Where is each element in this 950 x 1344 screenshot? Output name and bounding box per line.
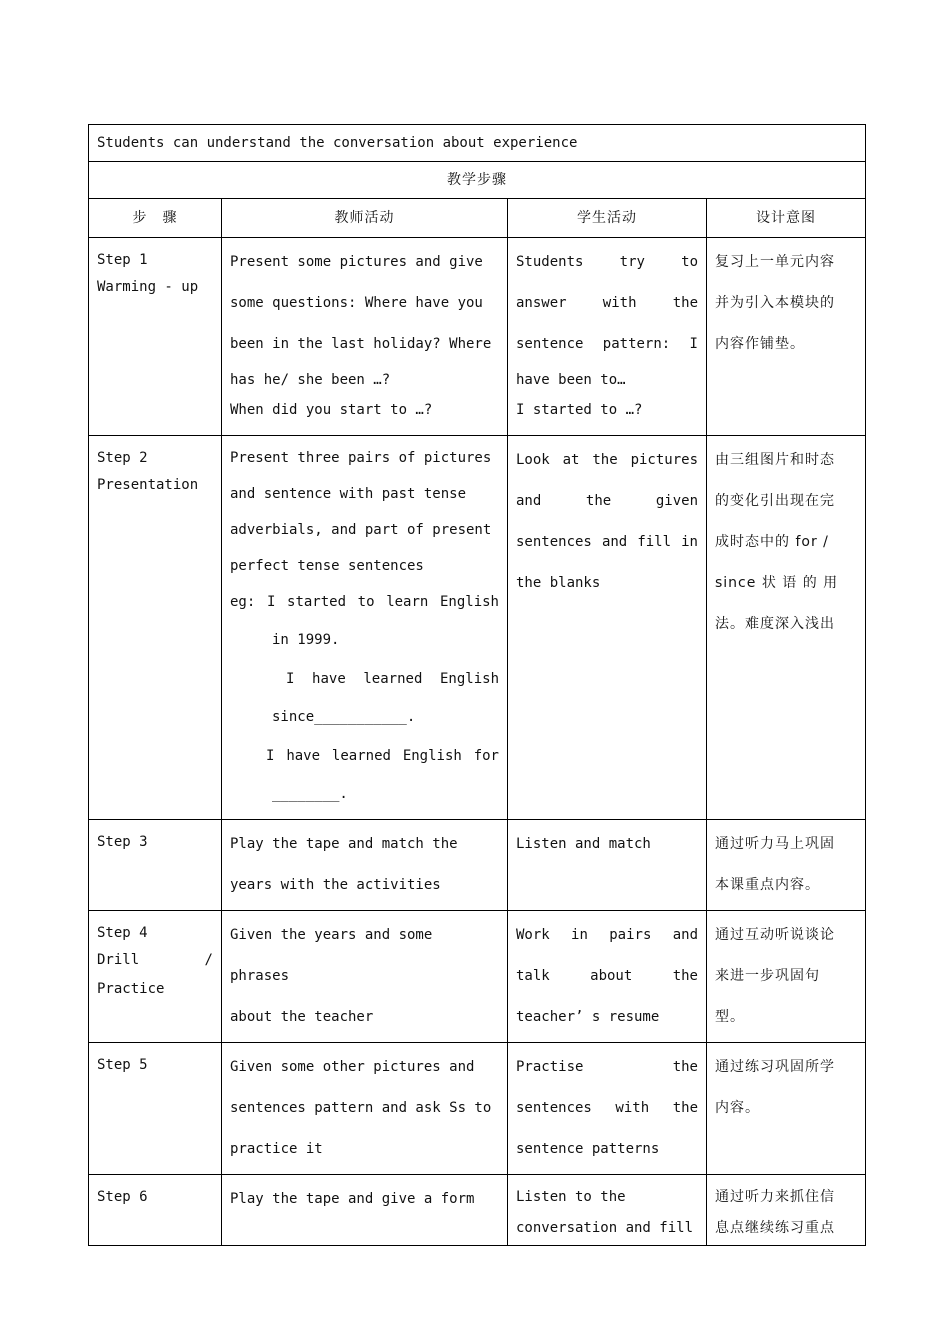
student-line: Students try to [516, 254, 698, 270]
student-line: and the given [516, 493, 698, 509]
table-row [89, 238, 866, 436]
header-row [89, 199, 866, 238]
section-title: 教学步骤 [89, 162, 866, 199]
teacher-line: When did you start to …? [230, 402, 433, 418]
student-line: talk about the [516, 968, 698, 984]
step-name: Practice [97, 981, 165, 997]
teacher-activity-cell [222, 1043, 508, 1175]
header-teacher-activity: 教师活动 [222, 199, 508, 238]
teacher-line: has he/ she been …? [230, 372, 391, 388]
table-row [89, 1175, 866, 1246]
student-activity-cell [508, 911, 707, 1043]
teacher-line: been in the last holiday? Where [230, 336, 492, 352]
teacher-activity-cell [222, 238, 508, 436]
student-activity-cell [508, 1043, 707, 1175]
header-step: 步 骤 [89, 199, 222, 238]
table-row [89, 436, 866, 820]
step-label: Step 5 [97, 1057, 148, 1073]
student-line: have been to… [516, 372, 626, 388]
objective-row [89, 125, 866, 162]
intent-line: 成时态中的 for / [715, 534, 829, 550]
student-activity-cell [508, 238, 707, 436]
teacher-line: Present three pairs of pictures [230, 450, 492, 466]
step-cell [89, 436, 222, 820]
student-line: Look at the pictures [516, 452, 698, 468]
section-title-row [89, 162, 866, 199]
intent-line: 通过互动听说谈论 [715, 927, 835, 943]
table-row [89, 911, 866, 1043]
lesson-plan-document [88, 124, 865, 1246]
step-name: Warming - up [97, 279, 199, 295]
student-line: Listen to the [516, 1189, 626, 1205]
step-cell [89, 1043, 222, 1175]
intent-line: 来进一步巩固句 [715, 968, 820, 984]
step-name: Presentation [97, 477, 199, 493]
step-label: Step 4 [97, 925, 148, 941]
header-design-intent: 设计意图 [707, 199, 866, 238]
intent-line: 通过练习巩固所学 [715, 1059, 835, 1075]
intent-line: 型。 [715, 1009, 745, 1025]
teacher-line: some questions: Where have you [230, 295, 483, 311]
table-row [89, 1043, 866, 1175]
intent-line: 通过听力来抓住信 [715, 1189, 835, 1205]
student-activity-cell [508, 820, 707, 911]
intent-line: 息点继续练习重点 [715, 1220, 835, 1236]
student-line: the blanks [516, 575, 601, 591]
objective-text: Students can understand the conversation about experience [89, 125, 866, 162]
intent-line: 本课重点内容。 [715, 877, 820, 893]
teacher-activity-cell [222, 436, 508, 820]
student-line: sentences and fill in [516, 534, 698, 550]
lesson-plan-table [88, 124, 866, 1246]
student-activity-cell [508, 1175, 707, 1246]
student-line: teacher’ s resume [516, 1009, 660, 1025]
teacher-line: Given the years and some phrases [230, 927, 433, 984]
teacher-activity-cell [222, 911, 508, 1043]
student-line: sentence patterns [516, 1141, 660, 1157]
intent-line: since 状 语 的 用 [715, 575, 839, 591]
design-intent-cell [707, 238, 866, 436]
step-name: Drill / [97, 952, 213, 968]
student-line: Practise the [516, 1059, 698, 1075]
step-label: Step 3 [97, 834, 148, 850]
teacher-line: years with the activities [230, 877, 441, 893]
teacher-line: Present some pictures and give [230, 254, 483, 270]
teacher-line: perfect tense sentences [230, 558, 424, 574]
step-cell [89, 820, 222, 911]
intent-line: 的变化引出现在完 [715, 493, 835, 509]
teacher-line: in 1999. [272, 632, 340, 648]
table-row [89, 820, 866, 911]
design-intent-cell [707, 911, 866, 1043]
teacher-line: practice it [230, 1141, 323, 1157]
student-line: sentence pattern: I [516, 336, 698, 352]
intent-line: 法。难度深入浅出 [715, 616, 835, 632]
teacher-activity-cell [222, 1175, 508, 1246]
teacher-line: and sentence with past tense [230, 486, 467, 502]
design-intent-cell [707, 1175, 866, 1246]
teacher-line: ________. [272, 786, 348, 802]
student-line: Work in pairs and [516, 927, 698, 943]
student-line: conversation and fill [516, 1220, 694, 1236]
step-cell [89, 1175, 222, 1246]
teacher-line: Play the tape and give a form [230, 1191, 475, 1207]
intent-line: 内容。 [715, 1100, 760, 1116]
teacher-line: I have learned English [286, 671, 499, 687]
teacher-line: Given some other pictures and [230, 1059, 475, 1075]
teacher-line: since___________. [272, 709, 416, 725]
intent-line: 并为引入本模块的 [715, 295, 835, 311]
teacher-line: eg: I started to learn English [230, 594, 499, 610]
teacher-line: Play the tape and match the [230, 836, 458, 852]
teacher-line: sentences pattern and ask Ss to [230, 1100, 492, 1116]
intent-line: 由三组图片和时态 [715, 452, 835, 468]
header-student-activity: 学生活动 [508, 199, 707, 238]
step-label: Step 1 [97, 252, 148, 268]
intent-line: 复习上一单元内容 [715, 254, 835, 270]
design-intent-cell [707, 820, 866, 911]
step-label: Step 2 [97, 450, 148, 466]
teacher-line: adverbials, and part of present [230, 522, 492, 538]
student-activity-cell [508, 436, 707, 820]
intent-line: 内容作铺垫。 [715, 336, 805, 352]
design-intent-cell [707, 1043, 866, 1175]
student-line: Listen and match [516, 836, 651, 852]
step-label: Step 6 [97, 1189, 148, 1205]
design-intent-cell [707, 436, 866, 820]
teacher-line: I have learned English for [266, 748, 499, 764]
step-cell [89, 238, 222, 436]
student-line: answer with the [516, 295, 698, 311]
teacher-activity-cell [222, 820, 508, 911]
step-cell [89, 911, 222, 1043]
student-line: I started to …? [516, 402, 643, 418]
intent-line: 通过听力马上巩固 [715, 836, 835, 852]
teacher-line: about the teacher [230, 1009, 374, 1025]
student-line: sentences with the [516, 1100, 698, 1116]
